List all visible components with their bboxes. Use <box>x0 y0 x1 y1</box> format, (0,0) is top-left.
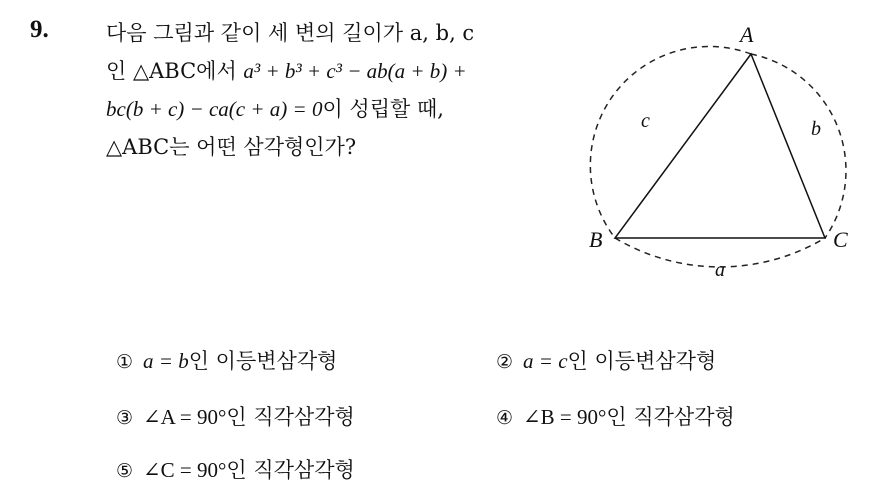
choice-1-text: 인 이등변삼각형 <box>188 349 338 373</box>
vertex-c-label: C <box>833 227 848 252</box>
triangle-abc <box>615 54 825 238</box>
choice-1-expression: a = b <box>143 349 189 373</box>
choice-4-expression: ∠B = 90° <box>523 405 607 429</box>
choice-3-expression: ∠A = 90° <box>143 405 227 429</box>
vertex-a-label: A <box>740 22 754 47</box>
choice-5[interactable] <box>116 455 355 486</box>
choice-2[interactable] <box>496 346 716 377</box>
choice-5-number: ⑤ <box>116 460 134 482</box>
choice-1[interactable] <box>116 346 337 377</box>
arc-b <box>751 54 846 238</box>
choice-2-number: ② <box>496 351 514 373</box>
triangle-figure <box>575 18 865 288</box>
question-stem <box>106 14 566 166</box>
choice-3[interactable] <box>116 402 355 433</box>
choice-4[interactable] <box>496 402 735 433</box>
choice-4-number: ④ <box>496 407 514 429</box>
choice-5-expression: ∠C = 90° <box>143 458 227 482</box>
choice-2-expression: a = c <box>523 349 568 373</box>
side-b-label: b <box>811 118 821 140</box>
side-a-label: a <box>715 259 725 281</box>
stem-line-1: 다음 그림과 같이 세 변의 길이가 a, b, c <box>106 21 475 45</box>
stem-line-3-expression: bc(b + c) − ca(c + a) = 0 <box>106 97 323 121</box>
stem-line-2-prefix: 인 △ABC에서 <box>106 59 244 83</box>
choice-3-number: ③ <box>116 407 134 429</box>
choice-5-text: 인 직각삼각형 <box>226 458 355 482</box>
choice-3-text: 인 직각삼각형 <box>226 405 355 429</box>
choice-2-text: 인 이등변삼각형 <box>567 349 717 373</box>
stem-line-3-suffix: 이 성립할 때, <box>322 97 444 121</box>
question-number: 9. <box>30 16 49 43</box>
stem-line-3 <box>106 90 566 128</box>
choice-4-text: 인 직각삼각형 <box>606 405 735 429</box>
stem-line-4: △ABC는 어떤 삼각형인가? <box>106 135 357 159</box>
stem-line-2 <box>106 52 566 90</box>
choice-1-number: ① <box>116 351 134 373</box>
side-c-label: c <box>641 110 650 132</box>
arc-c <box>590 46 751 238</box>
vertex-b-label: B <box>589 227 603 252</box>
stem-line-2-expression: a³ + b³ + c³ − ab(a + b) + <box>243 59 467 83</box>
